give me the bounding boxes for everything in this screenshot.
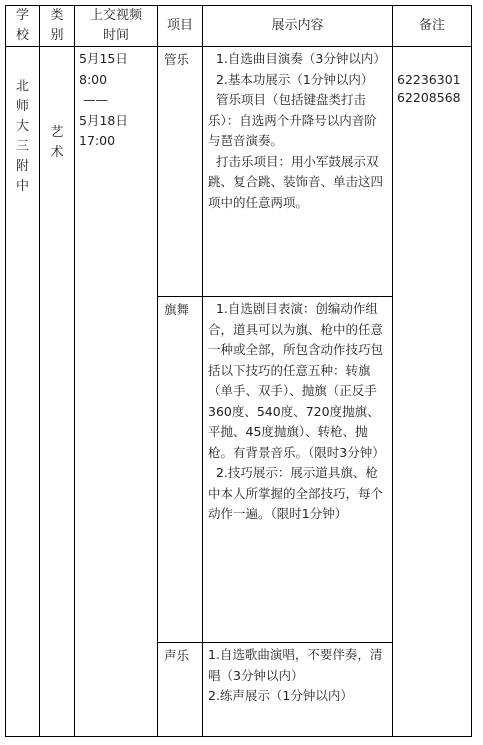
item-name-3: 声乐 — [158, 643, 203, 737]
item-content-3: 1.自选歌曲演唱，不要伴奏，清唱（3分钟以内） 2.练声展示（1分钟以内） — [203, 643, 393, 737]
category-cell — [40, 47, 75, 737]
item-row-1 — [6, 47, 472, 297]
submit-time: 5月15日 8:00 —— 5月18日 17:00 — [75, 47, 158, 737]
header-item: 项目 — [158, 6, 203, 47]
remark-phone-1: 62236301 — [397, 72, 461, 87]
item-content-1: 1.自选曲目演奏（3分钟以内） 2.基本功展示（1分钟以内） 管乐项目（包括键盘类打击乐）：自选两个升降号以内音阶与琶音演奏。 打击乐项目：用小军鼓展示双跳、复合跳、装饰音、单击这四项中的任意两项。 — [203, 47, 393, 297]
item-name-1: 管乐 — [158, 47, 203, 297]
category-name: 艺术 — [50, 125, 64, 160]
schedule-table — [5, 5, 472, 737]
header-remark: 备注 — [393, 6, 472, 47]
school-name: 北师大三附中 — [15, 79, 29, 194]
header-category: 类别 — [40, 6, 75, 47]
remark-phone-2: 62208568 — [397, 90, 461, 105]
item-name-2: 旗舞 — [158, 297, 203, 643]
school-cell — [6, 47, 40, 737]
header-school: 学校 — [6, 6, 40, 47]
remark-cell — [393, 47, 472, 737]
item-content-2: 1.自选剧目表演：创编动作组合，道具可以为旗、枪中的任意一种或全部，所包含动作技巧包括以下技巧的任意五种：转旗（单手、双手）、抛旗（正反手360度、540度、720度抛旗、平抛、45度抛旗）、转枪、抛枪。有背景音乐。（限时3分钟） 2.技巧展示：展示道具旗、枪中本人所掌握的全部技巧，每个动作一遍。（限时1分钟） — [203, 297, 393, 643]
header-row — [6, 6, 472, 47]
header-content: 展示内容 — [203, 6, 393, 47]
header-time: 上交视频 时间 — [75, 6, 158, 47]
